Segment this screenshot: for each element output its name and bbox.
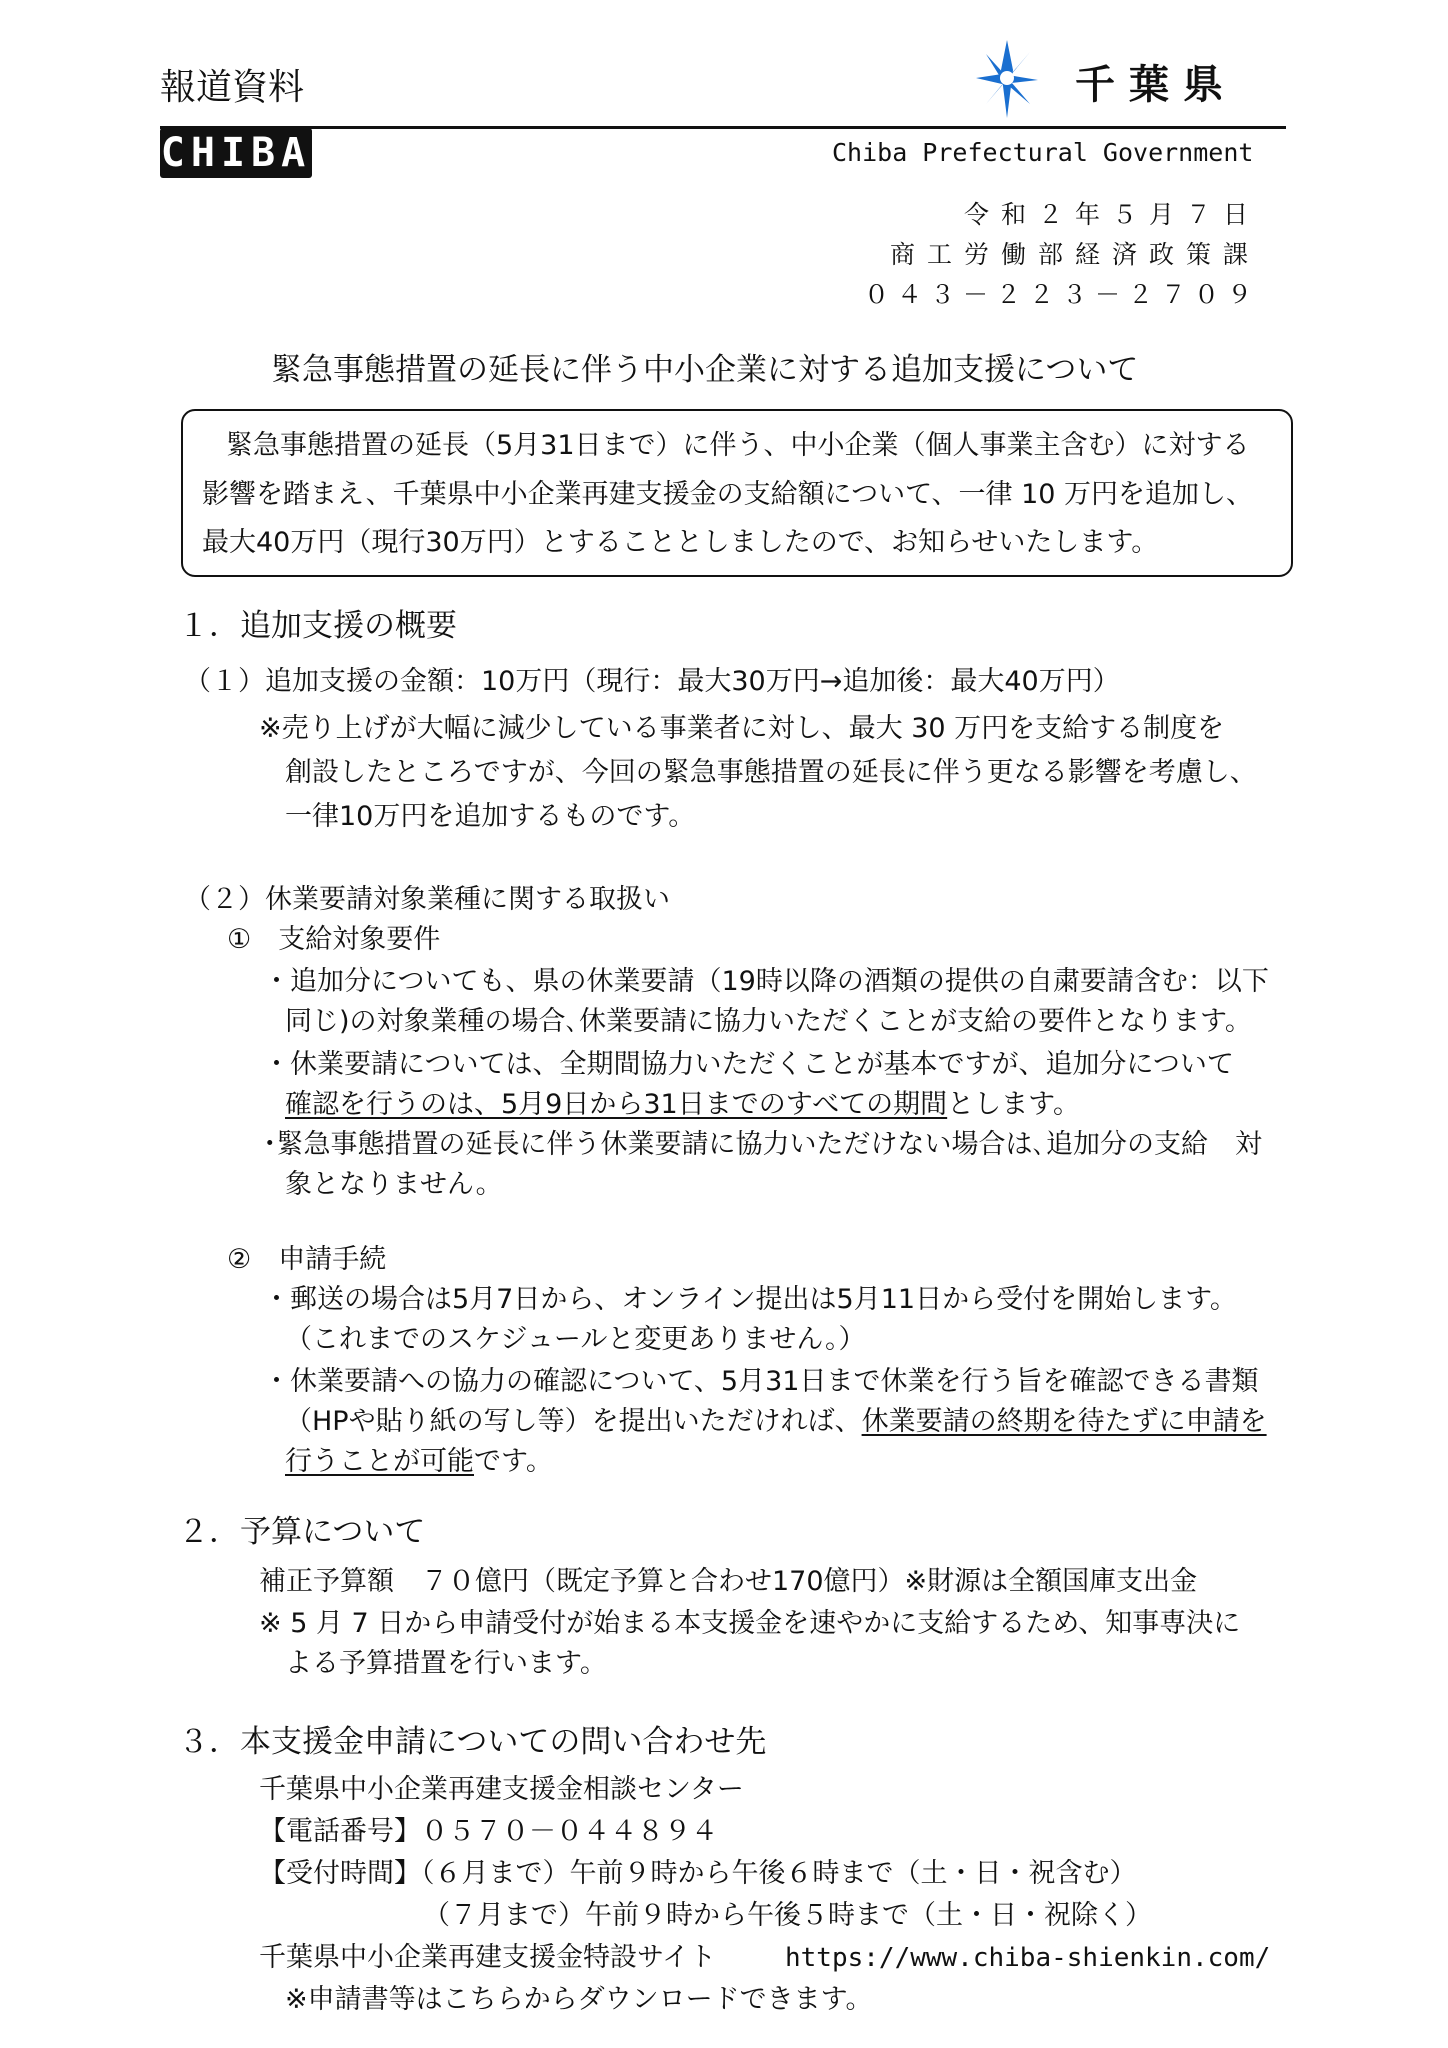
department: 商工労働部経済政策課 (889, 240, 1260, 269)
chiba-logo: CHIBA (160, 130, 312, 176)
emphasis-underline: 休業要請の終期を待たずに申請を (861, 1406, 1267, 1437)
bullet-line: （これまでのスケジュールと変更ありません。） (285, 1324, 866, 1355)
budget-line: 補正予算額 ７０億円（既定予算と合わせ170億円）※財源は全額国庫支出金 (259, 1566, 1198, 1597)
section-heading: ３．本支援金申請についての問い合わせ先 (178, 1724, 767, 1760)
bullet-text: （HPや貼り紙の写し等）を提出いただければ、 (285, 1406, 862, 1437)
section-heading: ２．予算について (178, 1514, 426, 1550)
contact-hours: （７月まで）午前９時から午後５時まで（土・日・祝除く） (423, 1900, 1152, 1931)
summary-line: 影響を踏まえ、千葉県中小企業再建支援金の支給額について、一律 10 万円を追加し、 (202, 479, 1254, 510)
bullet-text: とします。 (947, 1089, 1081, 1120)
note-line: 一律10万円を追加するものです。 (285, 801, 696, 832)
bullet-line: ･緊急事態措置の延長に伴う休業要請に協力いただけない場合は､追加分の支給 対 (263, 1129, 1262, 1160)
bullet-line: 象となりません。 (285, 1169, 503, 1200)
sub-heading: ② 申請手続 (227, 1244, 387, 1275)
item-heading: （２）休業要請対象業種に関する取扱い (184, 884, 670, 915)
emphasis-underline: 確認を行うのは、5月9日から31日までのすべての期間 (285, 1089, 948, 1120)
release-date: 令和２年５月７日 (963, 200, 1260, 229)
header-divider (160, 126, 1286, 129)
item-heading: （１）追加支援の金額：10万円（現行：最大30万円→追加後：最大40万円） (184, 666, 1120, 697)
prefecture-name: 千葉県 (1075, 62, 1237, 108)
site-label: 千葉県中小企業再建支援金特設サイト (259, 1942, 717, 1973)
site-note: ※申請書等はこちらからダウンロードできます。 (285, 1984, 873, 2015)
bullet-line: ・休業要請については、全期間協力いただくことが基本ですが、追加分について (263, 1049, 1234, 1080)
note-line: よる予算措置を行います。 (285, 1648, 607, 1679)
document-title: 緊急事態措置の延長に伴う中小企業に対する追加支援について (271, 352, 1139, 388)
note-line: ※売り上げが大幅に減少している事業者に対し、最大 30 万円を支給する制度を (259, 713, 1225, 744)
site-url-link[interactable]: https://www.chiba-shienkin.com/ (785, 1943, 1271, 1973)
note-line: ※ 5 月 7 日から申請受付が始まる本支援金を速やかに支給するため、知事専決に (259, 1608, 1241, 1639)
prefecture-name-en: Chiba Prefectural Government (832, 138, 1254, 167)
bullet-line: ・休業要請への協力の確認について、5月31日まで休業を行う旨を確認できる書類 (263, 1366, 1259, 1397)
bullet-line: 同じ)の対象業種の場合､休業要請に協力いただくことが支給の要件となります。 (285, 1006, 1252, 1037)
contact-hours: 【受付時間】（６月まで）午前９時から午後６時まで（土・日・祝含む） (259, 1858, 1137, 1889)
bullet-line (285, 1442, 553, 1482)
section-heading: １．追加支援の概要 (178, 608, 457, 644)
bullet-line (285, 1085, 1080, 1125)
press-release-label: 報道資料 (160, 67, 305, 108)
contact-center: 千葉県中小企業再建支援金相談センター (259, 1774, 744, 1805)
summary-line: 緊急事態措置の延長（5月31日まで）に伴う、中小企業（個人事業主含む）に対する (226, 430, 1250, 461)
bullet-line: ・郵送の場合は5月7日から、オンライン提出は5月11日から受付を開始します。 (263, 1284, 1237, 1315)
department-phone: ０４３－２２３－２７０９ (863, 280, 1260, 309)
bullet-text: です。 (474, 1446, 553, 1477)
bullet-line (285, 1402, 1267, 1442)
bullet-line: ・追加分についても、県の休業要請（19時以降の酒類の提供の自粛要請含む：以下 (263, 966, 1269, 997)
sub-heading: ① 支給対象要件 (227, 924, 441, 955)
contact-phone: 【電話番号】０５７０－０４４８９４ (259, 1816, 718, 1847)
chiba-emblem-icon (972, 38, 1042, 120)
note-line: 創設したところですが、今回の緊急事態措置の延長に伴う更なる影響を考慮し、 (285, 757, 1257, 788)
summary-line: 最大40万円（現行30万円）とすることとしましたので、お知らせいたします。 (202, 527, 1159, 558)
emphasis-underline: 行うことが可能 (285, 1446, 474, 1477)
